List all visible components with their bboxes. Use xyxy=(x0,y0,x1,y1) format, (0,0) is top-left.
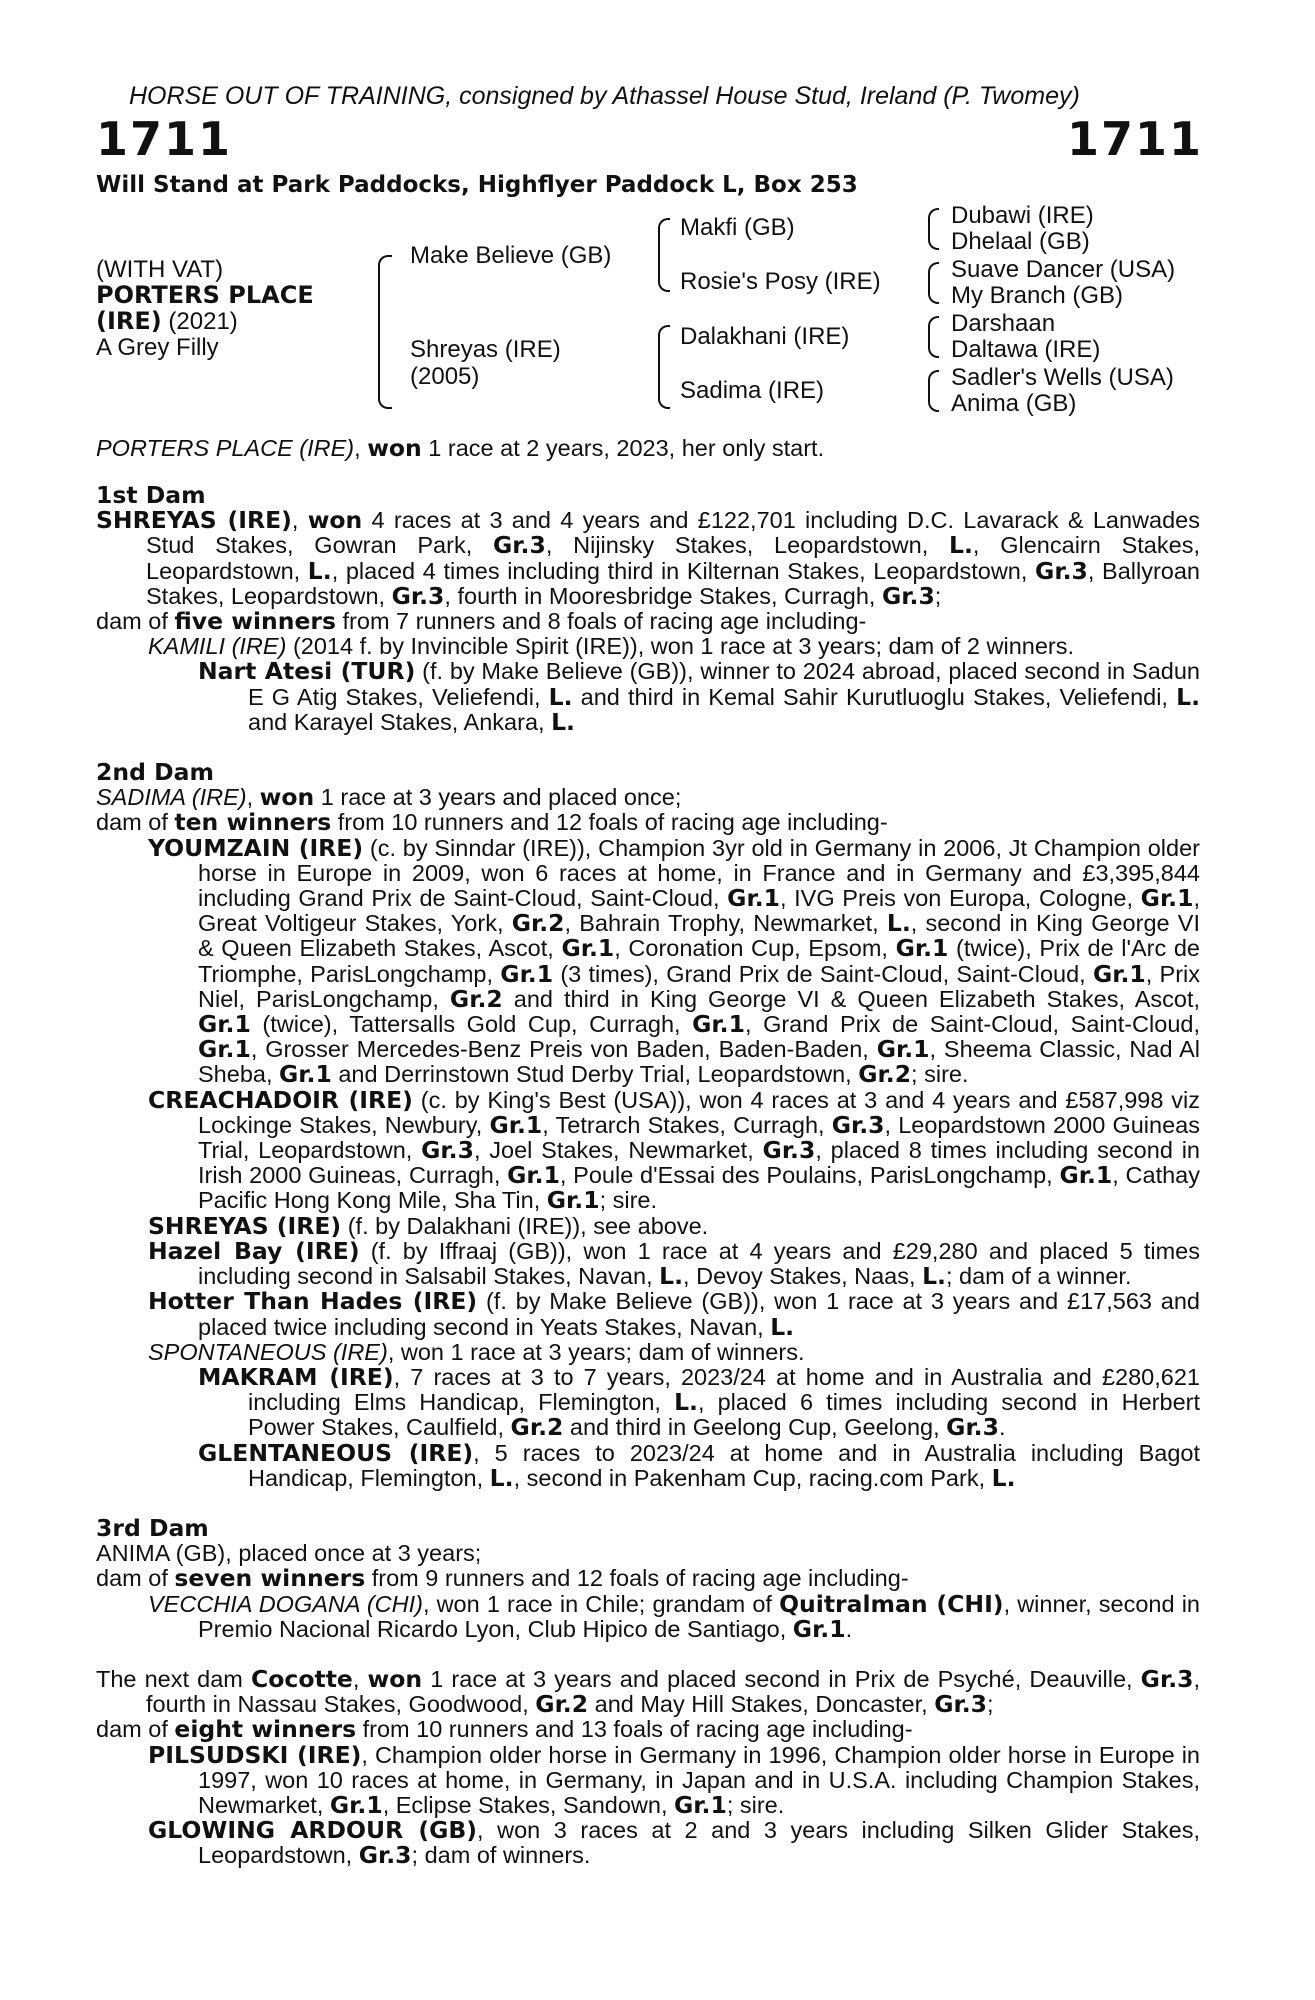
pedigree-bracket-sire xyxy=(658,218,670,292)
race-summary: PORTERS PLACE (IRE), won 1 race at 2 years, 2023, her only start. xyxy=(96,434,825,462)
pedigree-bracket-ggs4 xyxy=(928,370,939,412)
grandfoal-glentaneous: GLENTANEOUS (IRE), 5 races to 2023/24 at home and in Australia including Bagot Handicap, Flemington, L., second in Pakenham Cup, racing.com Park, L. xyxy=(198,1438,1200,1492)
foal-youmzain: YOUMZAIN (IRE) (c. by Sinndar (IRE)), Champion 3yr old in Germany in 2006, Jt Champion older horse in Europe in 2009, won 6 races at home, in France and in Germany and £3,395,844 including Grand Prix de Saint-Cloud, Saint-Cloud, Gr.1, IVG Preis von Europa, Cologne, Gr.1, Great Voltigeur Stakes, York, Gr.2, Bahrain Trophy, Newmarket, L., second in King George VI & Queen Elizabeth Stakes, Ascot, Gr.1, Coronation Cup, Epsom, Gr.1 (twice), Prix de l'Arc de Triomphe, ParisLongchamp, Gr.1 (3 times), Grand Prix de Saint-Cloud, Saint-Cloud, Gr.1, Prix Niel, ParisLongchamp, Gr.2 and third in King George VI & Queen Elizabeth Stakes, Ascot, Gr.1 (twice), Tattersalls Gold Cup, Curragh, Gr.1, Grand Prix de Saint-Cloud, Saint-Cloud, Gr.1, Grosser Mercedes-Benz Preis von Baden, Baden-Baden, Gr.1, Sheema Classic, Nad Al Sheba, Gr.1 and Derrinstown Stud Derby Trial, Leopardstown, Gr.2; sire. xyxy=(148,833,1201,1089)
catalogue-body xyxy=(96,483,1200,1869)
next-dam-produce-summary: dam of eight winners from 10 runners and 13 foals of racing age including- xyxy=(96,1715,913,1744)
great-grandparent-7: Sadler's Wells (USA) xyxy=(951,364,1174,391)
summary-won: won xyxy=(367,434,422,462)
third-dam-produce-summary: dam of seven winners from 9 runners and 12 foals of racing age including- xyxy=(96,1564,909,1593)
summary-rest: 1 race at 2 years, 2023, her only start. xyxy=(421,435,825,461)
foal-vecchia-dogana: VECCHIA DOGANA (CHI), won 1 race in Chile; grandam of Quitralman (CHI), winner, second in Premio Nacional Ricardo Lyon, Club Hipico de Santiago, Gr.1. xyxy=(148,1589,1200,1643)
great-grandparent-1: Dubawi (IRE) xyxy=(951,202,1094,229)
third-dam-heading: 3rd Dam xyxy=(96,1513,209,1542)
first-dam-foal-kamili: KAMILI (IRE) (2014 f. by Invincible Spirit (IRE)), won 1 race at 3 years; dam of 2 winners. xyxy=(148,633,1075,660)
foal-hazel-bay: Hazel Bay (IRE) (f. by Iffraaj (GB)), won 1 race at 4 years and £29,280 and placed 5 times including second in Salsabil Stakes, Navan, L., Devoy Stakes, Naas, L.; dam of a winner. xyxy=(148,1236,1200,1291)
horse-year: (2021) xyxy=(161,308,238,335)
great-grandparent-6: Daltawa (IRE) xyxy=(951,336,1101,363)
horse-name: PORTERS PLACE xyxy=(96,281,314,309)
next-dam-record: The next dam Cocotte, won 1 race at 3 years and placed second in Prix de Psyché, Deauville, Gr.3, fourth in Nassau Stakes, Goodwood, Gr.2 and May Hill Stakes, Doncaster, Gr.3; xyxy=(96,1664,1201,1719)
vat-label: (WITH VAT) xyxy=(96,256,224,283)
first-dam-foal-nart-atesi: Nart Atesi (TUR) (f. by Make Believe (GB)), winner to 2024 abroad, placed second in Sadun E G Atig Stakes, Veliefendi, L. and third in Kemal Sahir Kurutluoglu Stakes, Veliefendi, L. and Karayel Stakes, Ankara, L. xyxy=(198,657,1200,736)
great-grandparent-4: My Branch (GB) xyxy=(951,282,1124,309)
horse-year-line xyxy=(96,307,238,336)
first-dam-record: SHREYAS (IRE), won 4 races at 3 and 4 years and £122,701 including D.C. Lavarack & Lanwades Stud Stakes, Gowran Park, Gr.3, Nijinsky Stakes, Leopardstown, L., Glencairn Stakes, Leopardstown, L., placed 4 times including third in Kilternan Stakes, Leopardstown, Gr.3, Ballyroan Stakes, Leopardstown, Gr.3, fourth in Mooresbridge Stakes, Curragh, Gr.3; xyxy=(96,506,1200,610)
second-dam-heading: 2nd Dam xyxy=(96,758,214,787)
great-grandparent-8: Anima (GB) xyxy=(951,390,1077,417)
foal-creachadoir: CREACHADOIR (IRE) (c. by King's Best (USA)), won 4 races at 3 and 4 years and £587,998 viz Lockinge Stakes, Newbury, Gr.1, Tetrarch Stakes, Curragh, Gr.3, Leopardstown 2000 Guineas Trial, Leopardstown, Gr.3, Joel Stakes, Newmarket, Gr.3, placed 8 times including second in Irish 2000 Guineas, Curragh, Gr.1, Poule d'Essai des Poulains, ParisLongchamp, Gr.1, Cathay Pacific Hong Kong Mile, Sha Tin, Gr.1; sire. xyxy=(148,1085,1201,1215)
great-grandparent-5: Darshaan xyxy=(951,310,1056,337)
pedigree-bracket-ggs3 xyxy=(928,316,939,358)
granddam-2: Sadima (IRE) xyxy=(680,377,825,404)
horse-description: A Grey Filly xyxy=(96,334,219,361)
dam-line1: Shreyas (IRE) xyxy=(410,336,561,363)
grandsire-2: Dalakhani (IRE) xyxy=(680,323,850,350)
second-dam-record: SADIMA (IRE), won 1 race at 3 years and placed once; xyxy=(96,783,682,812)
summary-horse-name: PORTERS PLACE (IRE) xyxy=(96,435,355,461)
dam-line2: (2005) xyxy=(410,363,480,390)
pedigree-bracket-main xyxy=(378,255,392,409)
great-grandparent-2: Dhelaal (GB) xyxy=(951,228,1090,255)
foal-pilsudski: PILSUDSKI (IRE), Champion older horse in Germany in 1996, Champion older horse in Europe in 1997, won 10 races at home, in Germany, in Japan and in U.S.A. including Champion Stakes, Newmarket, Gr.1, Eclipse Stakes, Sandown, Gr.1; sire. xyxy=(148,1740,1200,1819)
consignor-line: HORSE OUT OF TRAINING, consigned by Athassel House Stud, Ireland (P. Twomey) xyxy=(129,82,1080,110)
granddam-1: Rosie's Posy (IRE) xyxy=(680,268,881,295)
first-dam-heading: 1st Dam xyxy=(96,481,206,509)
grandfoal-makram: MAKRAM (IRE), 7 races at 3 to 7 years, 2023/24 at home and in Australia and £280,621 including Elms Handicap, Flemington, L., placed 6 times including second in Herbert Power Stakes, Caulfield, Gr.2 and third in Geelong Cup, Geelong, Gr.3. xyxy=(198,1362,1200,1442)
first-dam-produce-summary: dam of five winners from 7 runners and 8 foals of racing age including- xyxy=(96,607,867,636)
horse-country: (IRE) xyxy=(96,307,162,335)
foal-spontaneous: SPONTANEOUS (IRE), won 1 race at 3 years; dam of winners. xyxy=(148,1338,805,1365)
pedigree-bracket-ggs1 xyxy=(928,208,939,250)
foal-hotter-than-hades: Hotter Than Hades (IRE) (f. by Make Believe (GB)), won 1 race at 3 years and £17,563 and placed twice including second in Yeats Stakes, Navan, L. xyxy=(148,1287,1200,1341)
third-dam-record: ANIMA (GB), placed once at 3 years; xyxy=(96,1540,482,1567)
foal-glowing-ardour: GLOWING ARDOUR (GB), won 3 races at 2 and 3 years including Silken Glider Stakes, Leopardstown, Gr.3; dam of winners. xyxy=(148,1816,1200,1870)
pedigree-bracket-ggs2 xyxy=(928,262,939,304)
grandsire-1: Makfi (GB) xyxy=(680,214,795,241)
pedigree-bracket-dam xyxy=(658,325,670,409)
sire: Make Believe (GB) xyxy=(410,242,612,269)
stand-location: Will Stand at Park Paddocks, Highflyer Paddock L, Box 253 xyxy=(96,172,858,198)
lot-number-right: 1711 xyxy=(1066,112,1203,166)
foal-shreyas: SHREYAS (IRE) (f. by Dalakhani (IRE)), see above. xyxy=(148,1211,709,1240)
lot-number-left: 1711 xyxy=(96,112,233,166)
great-grandparent-3: Suave Dancer (USA) xyxy=(951,256,1176,283)
second-dam-produce-summary: dam of ten winners from 10 runners and 12 foals of racing age including- xyxy=(96,808,888,837)
